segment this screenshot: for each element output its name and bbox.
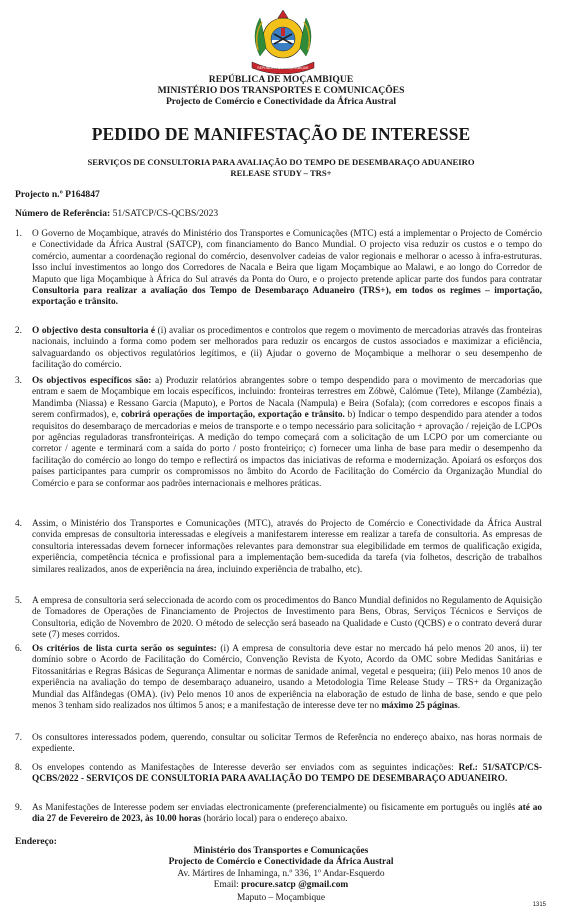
paragraph-bold-text: até ao dia 27 de Fevereiro de 2023, às 10.00 horas [32,803,542,825]
paragraph-1 [15,229,542,309]
paragraph-bold-text-2: máximo 25 páginas [381,701,458,712]
paragraph-text: Os consultores interessados podem, querendo, consultar ou solicitar Termos de Referência no endereço abaixo, nas horas normais de expediente. [32,733,542,755]
page-number: 1315 [532,902,546,908]
paragraph-number: 1. [15,229,22,239]
project-number: Projecto n.º P164847 [15,189,100,200]
paragraph-bold-text-2: cobrirá operações de importação, exportação e trânsito. [120,410,345,421]
paragraph-text: (i) A empresa de consultoria deve estar no mercado há pelo menos 20 anos, ii) ter domínio sobre o Acordo de Facilitação do Comércio, Convenção Revista de Kyoto, Acordo da OMC sobre Medidas Sanitárias e Fitossanitárias e Regras Básicas de Segurança Alimentar e normas de sanidade animal, vegetal e pesqueira; (iii) Pelo menos 10 anos de experiência na avaliação do tempo de desembaraço aduaneiro, usando a Metodologia Time Release Study – TRS+ da Organização Mundial das Alfândegas (OMA). (iv) Pelo menos 10 anos de experiência na elaboração de estudo de linha de base, sendo e que pelo menos 3 tenham sido realizados nos últimos 5 anos; e a manifestação de interesse deve ter no [32,644,542,712]
paragraph-number: 9. [15,803,22,813]
paragraph-bold-text: O objectivo desta consultoria é [32,326,155,336]
paragraph-number: 2. [15,326,22,336]
paragraph-number: 4. [15,519,22,529]
paragraph-2 [15,326,542,372]
paragraph-number: 7. [15,733,22,743]
paragraph-number: 6. [15,644,22,654]
paragraph-7 [15,733,542,756]
paragraph-number: 8. [15,763,22,773]
paragraph-text-2: (horário local) para o endereço abaixo. [201,814,348,825]
address-email-line [0,880,562,891]
svg-text:REPÚBLICA DE MOÇAMBIQUE: REPÚBLICA DE MOÇAMBIQUE [257,66,309,70]
paragraph-text: a) Produzir relatórios abrangentes sobre o tempo despendido para o movimento de mercadorias que entram e saem de Moçambique em locais específicos, incluindo: fronteiras terrestres em Zóbwè, Calómue (Tete), Milange (Zambézia), Mandimba (Niassa) e Ressano Garcia (Maputo), e Portos de Nacala (Nampula) e Beira (Sofala); (com corredores e escopos finais a serem confirmados), e, [32,376,542,421]
coat-of-arms-emblem [244,6,322,74]
paragraph-6 [15,644,542,712]
address-line-2: Projecto de Comércio e Conectividade da África Austral [168,857,394,867]
email-address: procure.satcp @gmail.com [241,880,349,890]
reference-label: Número de Referência: [15,208,111,219]
paragraph-text: O Governo de Moçambique, através do Ministério dos Transportes e Comunicações (MTC) está a implementar o Projecto de Comércio e Conectividade da África Austral (SATCP), com financiamento do Banco Mundial. O projecto visa reduzir os custos e o tempo do comércio, aumentar a coordenação regional do comércio, desenvolver cadeias de valor regionais e melhorar o acesso à infra-estruturas. Isso incluí investimentos ao longo dos Corredores de Nacala e Beira que ligam Moçambique ao Malawi, e ao longo do Corredor de Maputo que liga Moçambique à África do Sul através da Ponta do Ouro, e o projecto pretende aplicar parte dos fundos para contratar [32,229,542,285]
header-country: REPÚBLICA DE MOÇAMBIQUE [208,74,354,85]
subtitle-line-1: SERVIÇOS DE CONSULTORIA PARA AVALIAÇÃO DO TEMPO DE DESEMBARAÇO ADUANEIRO [87,157,475,167]
paragraph-text-2: b) Indicar o tempo despendido para atender a todos requisitos do desembaraço de mercadorias e meios de transporte e o tempo necessário para solicitação + aprovação / rejeição de LCPOs por agências reguladoras transfronteiriças. A medição do tempo começará com a solicitação de um LCPO por um comerciante ou corretor / agente e terminará com a saída do porto / posto fronteiriço; c) fornecer uma linha de base para medir o desempenho da facilitação do comércio ao longo do tempo e reflectirá os impactos das iniciativas de reforma e modernização. Apoiará os esforços dos países participantes para cumprir os compromissos no âmbito do Acordo de Facilitação do Comércio da Organização Mundial do Comércio e para se conformar aos padrões internacionais e melhores práticas. [32,410,542,489]
header-project: Projecto de Comércio e Conectividade da África Austral [165,96,397,107]
paragraph-bold-text: Os critérios de lista curta serão os seguintes: [32,644,217,654]
paragraph-3 [15,376,542,490]
address-label: Endereço: [15,836,57,847]
paragraph-number: 5. [15,596,22,606]
paragraph-bold-text: Consultoria para realizar a avaliação dos Tempo de Desembaraço Aduaneiro (TRS+), em todos os regimes – importação, exportação e trânsito. [32,286,542,308]
paragraph-bold-text: Os objectivos específicos são: [32,376,152,386]
address-line-3: Av. Mártires de Inhaminga, n.º 336, 1º Andar-Esquerdo [177,869,385,879]
address-line-1: Ministério dos Transportes e Comunicações [193,846,369,856]
paragraph-8 [15,763,542,786]
paragraph-number: 3. [15,376,22,386]
email-label: Email: [213,880,242,890]
paragraph-text: A empresa de consultoria será seleccionada de acordo com os procedimentos do Banco Mundial definidos no Regulamento de Aquisição de Tomadores de Operações de Financiamento de Projectos de Investimento para Bens, Obras, Serviços Técnicos e Serviços de Consultoria, edição de Novembro de 2020. O método de selecção será baseado na Qualidade e Custo (QCBS) e o contrato deverá durar sete (7) meses corridos. [32,596,542,641]
reference-value: 51/SATCP/CS-QCBS/2023 [110,208,219,219]
reference-number [15,208,218,219]
paragraph-text: (i) avaliar os procedimentos e controlos que regem o movimento de mercadorias através das fronteiras nacionais, incluindo a forma como podem ser melhorados para reduzir os encargos de custos associados e maximizar a eficiência, salvaguardando os objectivos regulatórios legítimos, e (ii) Ajudar o governo de Moçambique a melhorar o seu desempenho de facilitação do comércio. [32,326,542,371]
address-line-5: Maputo – Moçambique [236,893,325,903]
subtitle-line-2: RELEASE STUDY – TRS+ [230,168,332,178]
paragraph-text: Os envelopes contendo as Manifestações de Interesse deverão ser enviados com as seguintes indicações: [32,763,459,773]
paragraph-text-2: . [457,701,461,712]
paragraph-text: Assim, o Ministério dos Transportes e Comunicações (MTC), através do Projecto de Comércio e Conectividade da África Austral convida empresas de consultoria interessadas e elegíveis a manifestarem interesse em realizar a tarefa de consultoria. As empresas de consultoria interessadas devem fornecer informações relevantes para demonstrar sua elegibilidade em termos de qualificação exigida, experiência, competência técnica e profissional para a implementação bem-sucedida da tarefa (via folhetos, descrição de trabalhos similares realizados, anos de experiência na área, incluindo experiência de trabalho, etc). [32,519,542,575]
header-ministry: MINISTÉRIO DOS TRANSPORTES E COMUNICAÇÕES [157,85,405,96]
page-title: PEDIDO DE MANIFESTAÇÃO DE INTERESSE [91,124,471,144]
paragraph-9 [15,803,542,826]
paragraph-5 [15,596,542,642]
paragraph-bold-text: Ref.: 51/SATCP/CS-QCBS/2022 - SERVIÇOS DE CONSULTORIA PARA AVALIAÇÃO DO TEMPO DE DESEMBARAÇO ADUANEIRO. [32,763,542,785]
paragraph-text: As Manifestações de Interesse podem ser enviadas electronicamente (preferencialmente) ou fisicamente em português ou inglês [32,803,518,813]
paragraph-4 [15,519,542,576]
